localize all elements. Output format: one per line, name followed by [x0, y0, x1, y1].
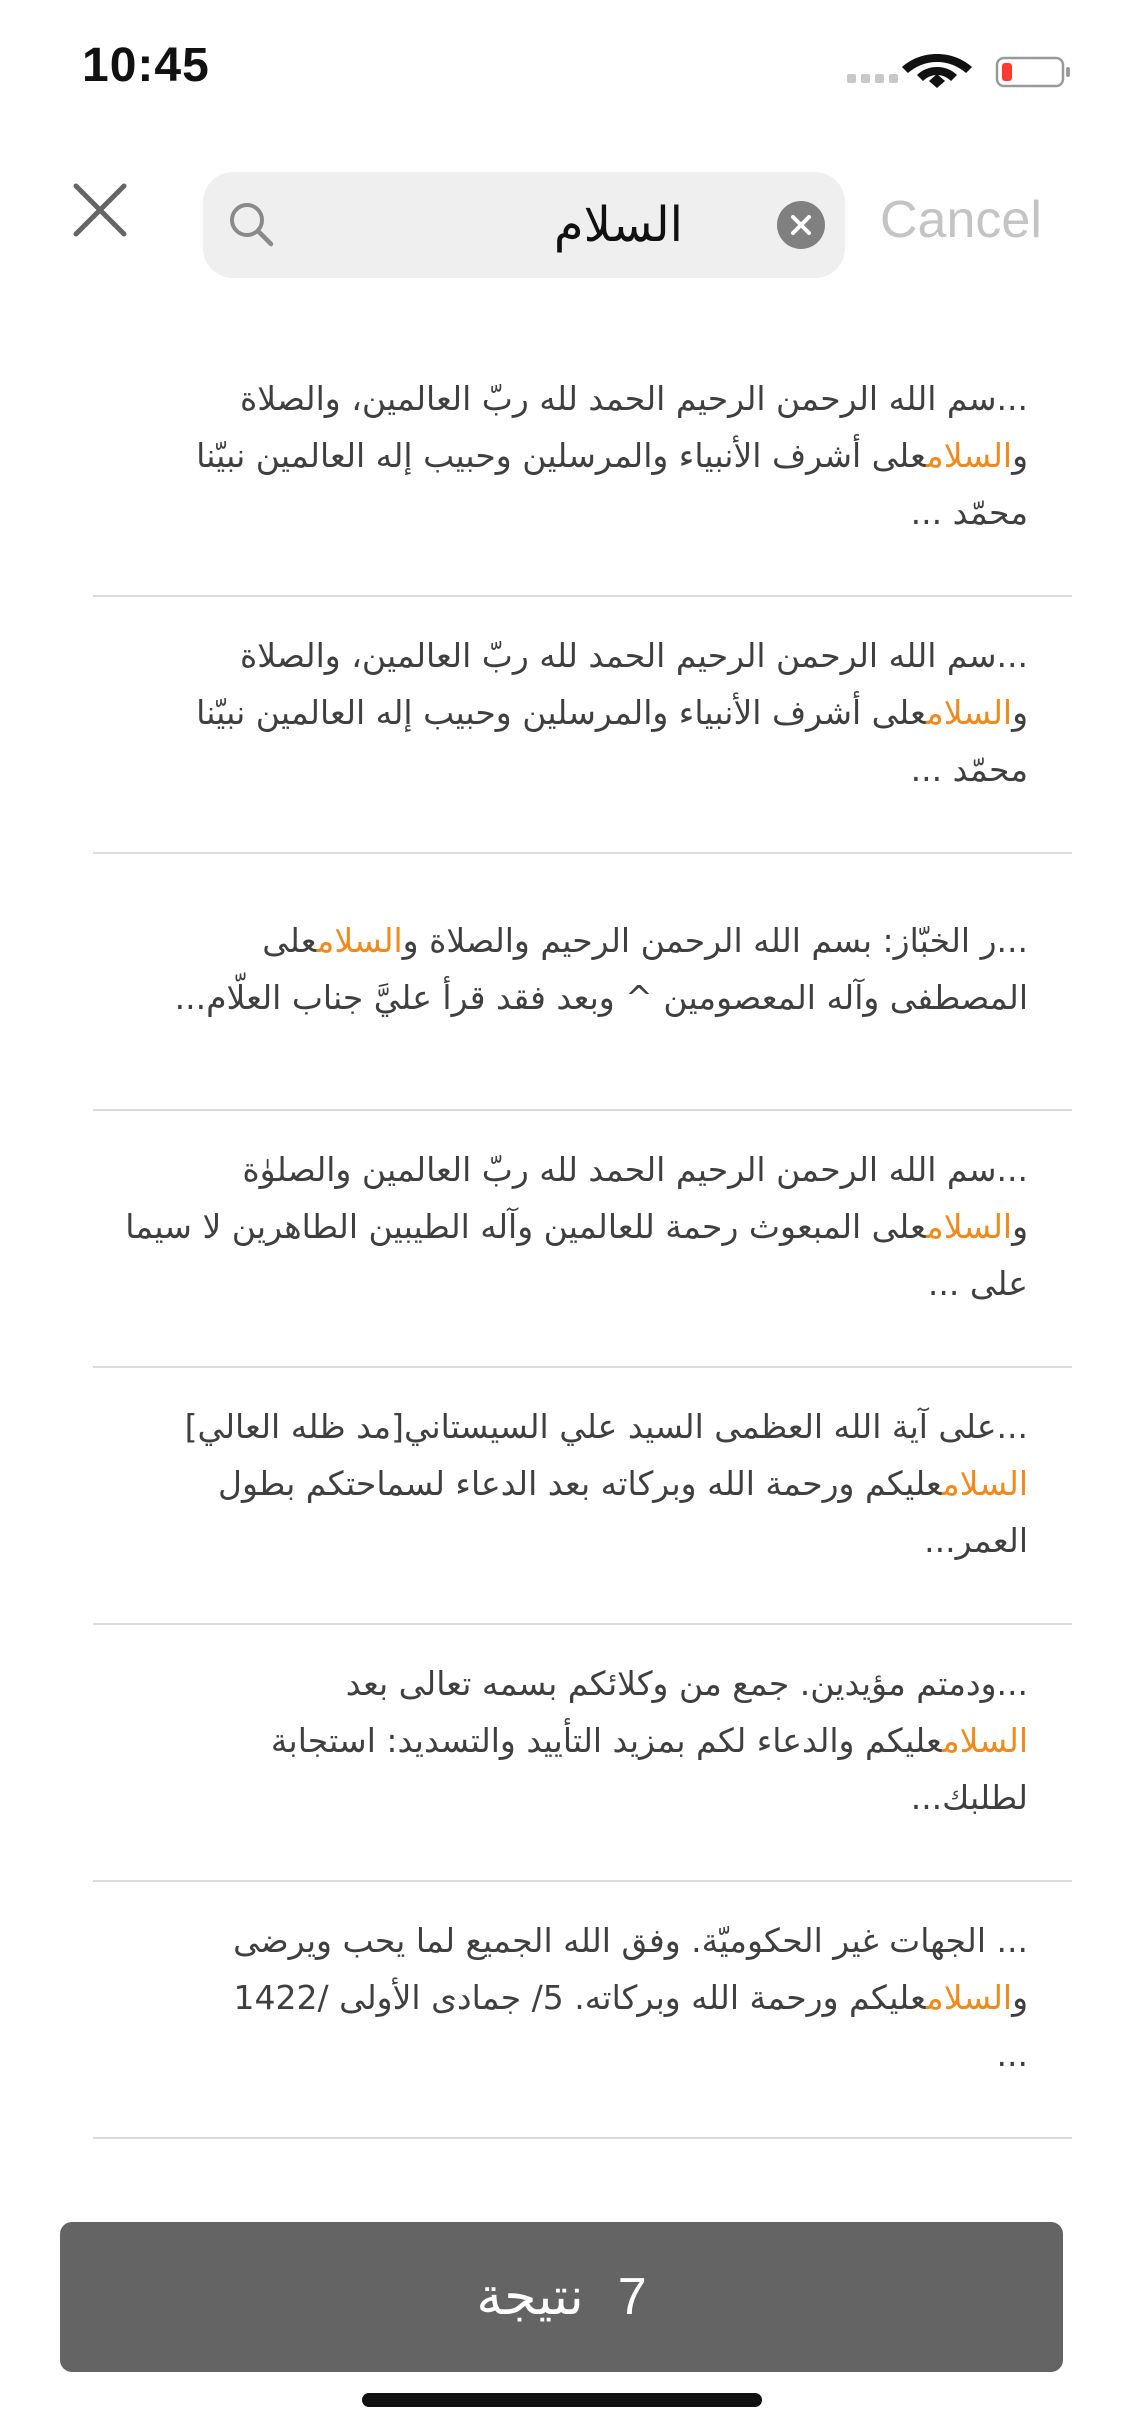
result-count-number: 7 — [617, 2268, 647, 2326]
snippet-line: المصطفى وآله المعصومين ^ وبعد فقد قرأ عليَّ جناب العلّام... — [174, 978, 1028, 1017]
result-count-label: نتيجة — [476, 2267, 584, 2327]
snippet-line: لطلبك... — [910, 1778, 1028, 1817]
result-item[interactable] — [0, 1882, 1125, 2139]
cellular-signal-icon — [847, 74, 898, 83]
clear-icon — [777, 201, 825, 249]
snippet-line: محمّد ... — [910, 493, 1028, 532]
snippet-prefix: و — [1012, 436, 1028, 475]
snippet-line: ...ودمتم مؤيدين. جمع من وكلائكم بسمه تعالى بعد — [345, 1664, 1028, 1703]
search-highlight: السلام — [926, 693, 1013, 732]
search-input[interactable] — [283, 172, 683, 278]
search-highlight: السلام — [941, 1464, 1028, 1503]
snippet-line: على أشرف الأنبياء والمرسلين وحبيب إله العالمين نبيّنا — [196, 693, 927, 732]
result-item[interactable] — [0, 597, 1125, 854]
result-snippet — [88, 370, 1028, 541]
result-snippet — [88, 1141, 1028, 1312]
snippet-line: على المبعوث رحمة للعالمين وآله الطيبين الطاهرين لا سيما — [125, 1207, 927, 1246]
snippet-line: على ... — [927, 1264, 1028, 1303]
snippet-line: ...سم الله الرحمن الرحيم الحمد لله ربّ العالمين، والصلاة — [239, 636, 1028, 675]
result-item[interactable] — [0, 340, 1125, 597]
snippet-line: عليكم والدعاء لكم بمزيد التأييد والتسديد: استجابة — [270, 1721, 942, 1760]
snippet-line: عليكم ورحمة الله وبركاته بعد الدعاء لسماحتكم بطول — [218, 1464, 942, 1503]
divider — [93, 2137, 1072, 2139]
snippet-line: على أشرف الأنبياء والمرسلين وحبيب إله العالمين نبيّنا — [196, 436, 927, 475]
result-item[interactable] — [0, 1111, 1125, 1368]
result-snippet — [88, 627, 1028, 798]
battery-icon — [997, 58, 1070, 86]
result-snippet — [88, 1655, 1028, 1826]
search-icon — [225, 198, 279, 252]
search-highlight: السلام — [926, 436, 1013, 475]
snippet-line: ...سم الله الرحمن الرحيم الحمد لله ربّ العالمين، والصلاة — [239, 379, 1028, 418]
status-icons — [845, 50, 1075, 90]
snippet-line: على — [262, 921, 317, 960]
result-item[interactable] — [0, 1625, 1125, 1882]
wifi-icon — [902, 54, 972, 88]
cancel-button[interactable]: Cancel — [880, 191, 1042, 249]
snippet-line: العمر... — [924, 1521, 1028, 1560]
search-highlight: السلام — [926, 1207, 1013, 1246]
search-highlight: السلام — [941, 1721, 1028, 1760]
home-indicator — [362, 2393, 762, 2407]
snippet-prefix: و — [1012, 1207, 1028, 1246]
results-list — [0, 340, 1125, 2139]
status-time: 10:45 — [82, 39, 210, 92]
search-highlight: السلام — [316, 921, 403, 960]
result-snippet — [88, 1398, 1028, 1569]
snippet-line: ...على آية الله العظمى السيد علي السيستاني[مد ظله العالي] — [184, 1407, 1028, 1446]
snippet-line: ...ر الخبّاز: بسم الله الرحمن الرحيم والصلاة و — [402, 921, 1028, 960]
close-button[interactable] — [70, 180, 130, 240]
clear-search-button[interactable] — [777, 201, 825, 249]
result-count-bar[interactable] — [60, 2222, 1063, 2372]
snippet-prefix: و — [1012, 1978, 1028, 2017]
status-bar — [0, 0, 1125, 130]
result-item[interactable] — [0, 854, 1125, 1111]
snippet-line: عليكم ورحمة الله وبركاته. 5/ جمادى الأولى /1422 — [233, 1978, 927, 2017]
result-snippet — [88, 1912, 1028, 2083]
snippet-prefix: و — [1012, 693, 1028, 732]
close-icon — [70, 180, 130, 240]
result-snippet — [88, 912, 1028, 1026]
search-highlight: السلام — [926, 1978, 1013, 2017]
result-item[interactable] — [0, 1368, 1125, 1625]
snippet-line: محمّد ... — [910, 750, 1028, 789]
snippet-line: ... — [996, 2035, 1028, 2074]
snippet-line: ...سم الله الرحمن الرحيم الحمد لله ربّ العالمين والصلوٰة — [242, 1150, 1028, 1189]
search-box[interactable] — [203, 172, 845, 278]
snippet-line: ... الجهات غير الحكوميّة. وفق الله الجميع لما يحب ويرضى — [233, 1921, 1028, 1960]
